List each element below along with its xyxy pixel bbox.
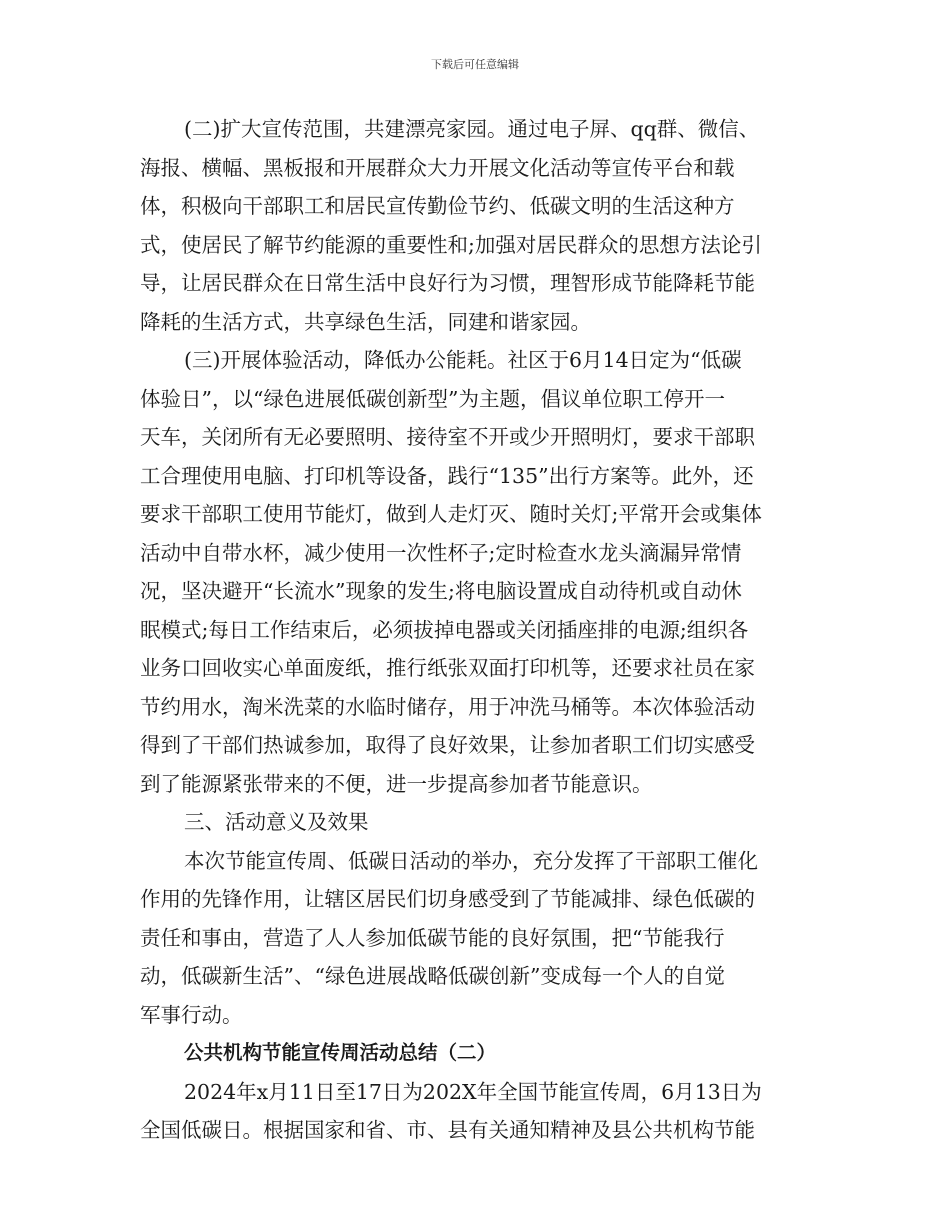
- text-line: 式，使居民了解节约能源的重要性和;加强对居民群众的思想方法论引: [140, 232, 762, 257]
- section-heading: 公共机构节能宣传周活动总结（二）: [184, 1041, 497, 1064]
- text-line: 体验日”，以“绿色进展低碳创新型”为主题，倡议单位职工停开一: [140, 386, 725, 411]
- text-line: 天车，关闭所有无必要照明、接待室不开或少开照明灯，要求干部职: [140, 425, 755, 449]
- text-line: 得到了干部们热诚参加，取得了良好效果，让参加者职工们切实感受: [140, 733, 755, 757]
- text-line: 要求干部职工使用节能灯，做到人走灯灭、随时关灯;平常开会或集体: [140, 502, 762, 526]
- text-line: 业务口回收实心单面废纸，推行纸张双面打印机等，还要求社员在家: [140, 656, 755, 680]
- text-line: 三、活动意义及效果: [184, 810, 369, 834]
- text-line: 工合理使用电脑、打印机等设备，践行“135”出行方案等。此外，还: [140, 463, 754, 488]
- text-line: 到了能源紧张带来的不便，进一步提高参加者节能意识。: [140, 771, 653, 796]
- text-line: 责任和事由，营造了人人参加低碳节能的良好氛围，把“节能我行: [140, 925, 725, 950]
- text-line: 体，积极向干部职工和居民宣传勤俭节约、低碳文明的生活这种方: [140, 194, 735, 218]
- document-body: [140, 110, 805, 1150]
- page-header: 下载后可任意编辑: [431, 58, 519, 71]
- text-line: 况，坚决避开“长流水”现象的发生;将电脑设置成自动待机或自动休: [140, 579, 742, 603]
- text-line: 军事行动。: [140, 1002, 243, 1027]
- text-line: 眠模式;每日工作结束后，必须拔掉电器或关闭插座排的电源;组织各: [140, 617, 749, 642]
- text-line: 全国低碳日。根据国家和省、市、县有关通知精神及县公共机构节能: [140, 1118, 755, 1142]
- text-line: (三)开展体验活动，降低办公能耗。社区于6月14日定为“低碳: [184, 348, 742, 372]
- text-line: 节约用水，淘米洗菜的水临时储存，用于冲洗马桶等。本次体验活动: [140, 694, 755, 719]
- text-line: 2024年x月11日至17日为202X年全国节能宣传周，6月13日为: [184, 1079, 762, 1104]
- text-line: 动，低碳新生活”、“绿色进展战略低碳创新”变成每一个人的自觉: [140, 964, 725, 988]
- text-line: 作用的先锋作用，让辖区居民们切身感受到了节能减排、绿色低碳的: [140, 887, 755, 911]
- text-line: 活动中自带水杯，减少使用一次性杯子;定时检查水龙头滴漏异常情: [140, 540, 742, 565]
- text-line: 本次节能宣传周、低碳日活动的举办，充分发挥了干部职工催化: [184, 848, 758, 873]
- text-line: 降耗的生活方式，共享绿色生活，同建和谐家园。: [140, 309, 591, 334]
- text-line: (二)扩大宣传范围，共建漂亮家园。通过电子屏、qq群、微信、: [184, 117, 760, 141]
- text-line: 海报、横幅、黑板报和开展群众大力开展文化活动等宣传平台和载: [140, 155, 735, 180]
- text-line: 导，让居民群众在日常生活中良好行为习惯，理智形成节能降耗节能: [140, 271, 755, 295]
